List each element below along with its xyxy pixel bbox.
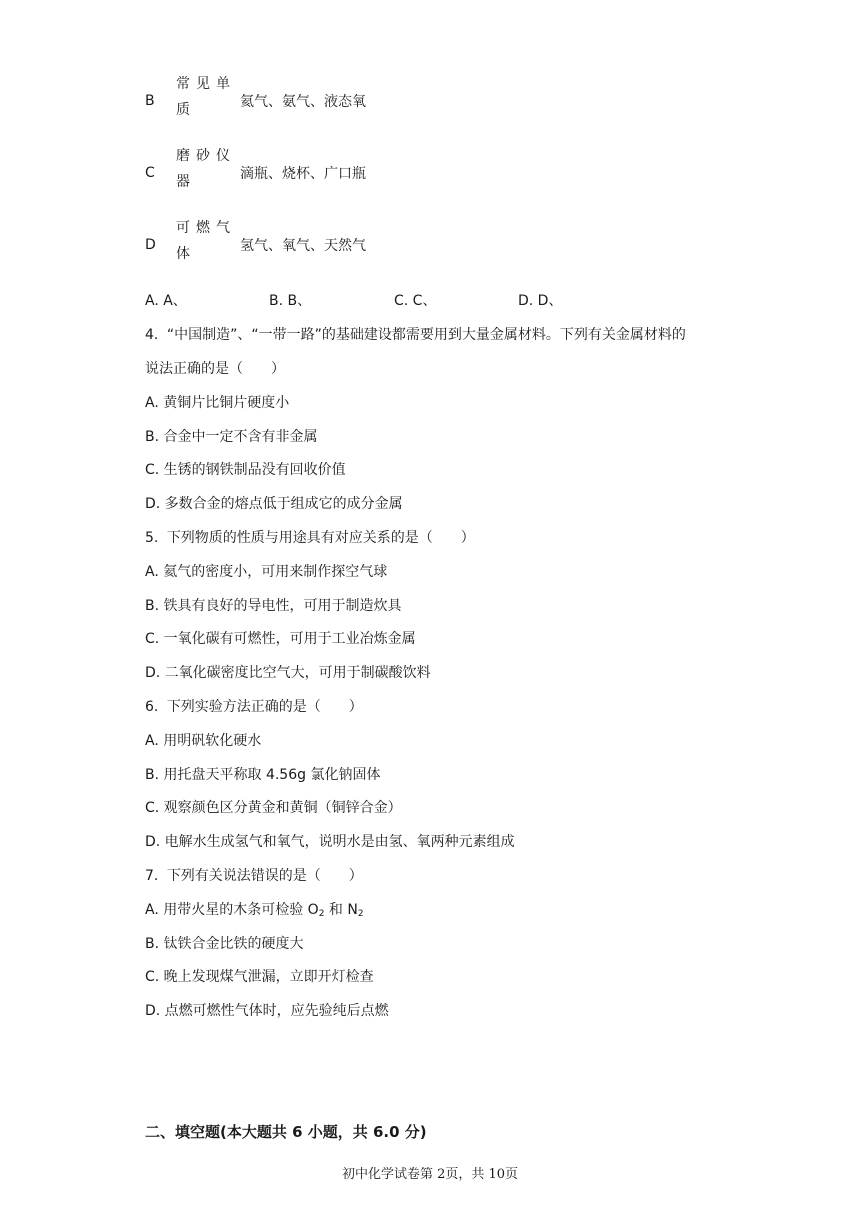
question-number: 6.: [145, 699, 159, 715]
q3-options: [145, 290, 745, 310]
question-number: 5.: [145, 530, 159, 546]
question-stem: 下列实验方法正确的是（ ）: [166, 699, 363, 715]
q5-option-a[interactable]: A. 氦气的密度小，可用来制作探空气球: [145, 564, 388, 580]
subscript: 2: [318, 909, 325, 919]
question-number: 7.: [145, 868, 159, 884]
q4-stem-line2: 说法正确的是（ ）: [145, 361, 285, 377]
q7-option-b[interactable]: B. 钛铁合金比铁的硬度大: [145, 936, 304, 952]
q6-stem: [145, 696, 363, 716]
q4-option-d[interactable]: D. 多数合金的熔点低于组成它的成分金属: [145, 496, 403, 512]
q7-stem: [145, 865, 363, 885]
row-items: 氦气、氨气、液态氧: [240, 94, 366, 110]
q5-stem: [145, 527, 475, 547]
q7-option-d[interactable]: D. 点燃可燃性气体时，应先验纯后点燃: [145, 1003, 389, 1019]
q5-option-d[interactable]: D. 二氧化碳密度比空气大，可用于制碳酸饮料: [145, 665, 431, 681]
q3-option-c[interactable]: C. C、: [394, 293, 437, 309]
q4-option-b[interactable]: B. 合金中一定不含有非金属: [145, 429, 318, 445]
q3-option-b[interactable]: B. B、: [269, 293, 312, 309]
table-row-b: [145, 71, 705, 131]
q6-option-b[interactable]: B. 用托盘天平称取 4.56g 氯化钠固体: [145, 767, 381, 783]
q3-option-d[interactable]: D. D、: [518, 293, 563, 309]
row-category: 可燃气体: [176, 220, 236, 262]
table-row-d: [145, 215, 705, 275]
row-items: 氢气、氧气、天然气: [240, 238, 366, 254]
q6-option-a[interactable]: A. 用明矾软化硬水: [145, 733, 262, 749]
q4-stem-line1: [145, 324, 686, 344]
q6-option-c[interactable]: C. 观察颜色区分黄金和黄铜（铜锌合金）: [145, 800, 402, 816]
question-stem: “中国制造”、“一带一路”的基础建设都需要用到大量金属材料。下列有关金属材料的: [166, 327, 686, 343]
row-key: D: [145, 237, 156, 253]
q5-option-c[interactable]: C. 一氧化碳有可燃性，可用于工业冶炼金属: [145, 631, 416, 647]
row-key: C: [145, 165, 155, 181]
row-category: 常见单质: [176, 76, 236, 118]
q5-option-b[interactable]: B. 铁具有良好的导电性，可用于制造炊具: [145, 598, 402, 614]
row-items: 滴瓶、烧杯、广口瓶: [240, 166, 366, 182]
q4-option-a[interactable]: A. 黄铜片比铜片硬度小: [145, 395, 290, 411]
q3-option-a[interactable]: A. A、: [145, 293, 187, 309]
question-stem: 下列物质的性质与用途具有对应关系的是（ ）: [166, 530, 475, 546]
question-number: 4.: [145, 327, 159, 343]
option-text: 和 N: [324, 902, 358, 918]
table-row-c: [145, 143, 705, 203]
row-key: B: [145, 93, 155, 109]
q7-option-a[interactable]: [145, 899, 364, 919]
subscript: 2: [357, 909, 364, 919]
q4-option-c[interactable]: C. 生锈的钢铁制品没有回收价值: [145, 462, 346, 478]
q6-option-d[interactable]: D. 电解水生成氢气和氧气，说明水是由氢、氧两种元素组成: [145, 834, 515, 850]
q7-option-c[interactable]: C. 晚上发现煤气泄漏，立即开灯检查: [145, 969, 374, 985]
question-stem: 下列有关说法错误的是（ ）: [166, 868, 363, 884]
row-category: 磨砂仪器: [176, 148, 236, 190]
option-text: A. 用带火星的木条可检验 O: [145, 902, 319, 918]
page-footer: 初中化学试卷第 2页，共 10页: [341, 1167, 519, 1182]
section-title: 二、填空题(本大题共 6 小题，共 6.0 分): [145, 1123, 427, 1141]
